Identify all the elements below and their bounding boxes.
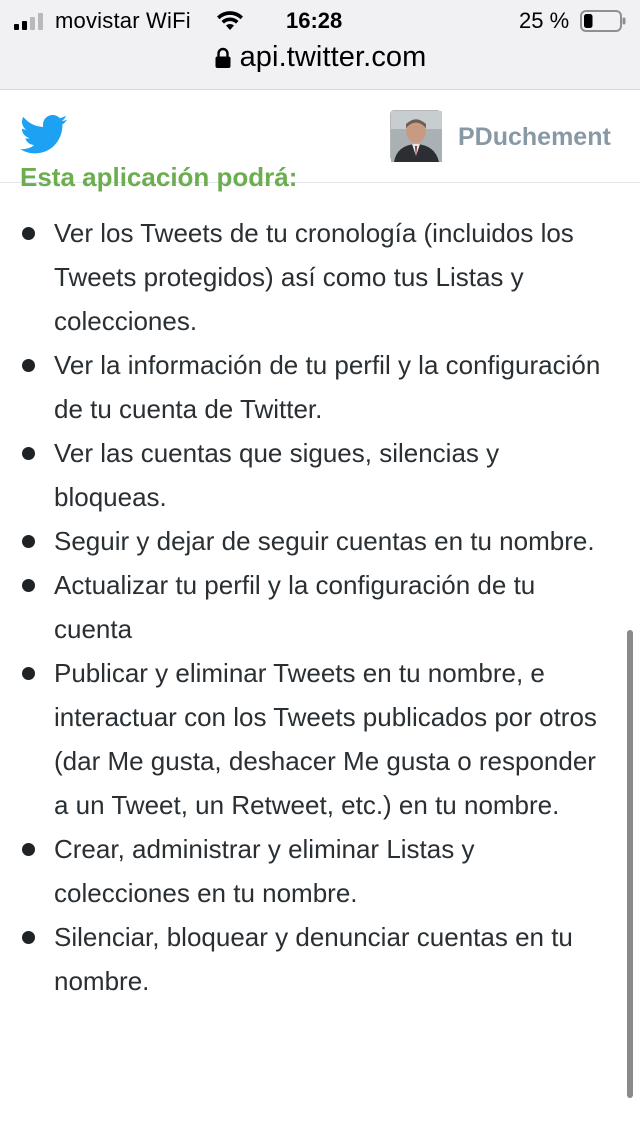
wifi-icon	[216, 9, 244, 31]
avatar[interactable]	[390, 110, 441, 161]
url-text: api.twitter.com	[239, 41, 427, 73]
bullet-icon	[22, 931, 35, 944]
signal-icon	[14, 12, 48, 30]
permission-text: Ver las cuentas que sigues, silencias y bloqueas.	[54, 438, 500, 512]
list-item	[0, 651, 620, 827]
list-item	[0, 563, 620, 651]
list-item	[0, 915, 620, 1003]
bullet-icon	[22, 843, 35, 856]
carrier-label: movistar WiFi	[55, 8, 191, 33]
bullet-icon	[22, 447, 35, 460]
permission-text: Crear, administrar y eliminar Listas y colecciones en tu nombre.	[54, 834, 475, 908]
list-item	[0, 519, 620, 563]
list-item	[0, 343, 620, 431]
permission-text: Seguir y dejar de seguir cuentas en tu nombre.	[54, 526, 595, 556]
permission-text: Publicar y eliminar Tweets en tu nombre, e interactuar con los Tweets publicados por otros (dar Me gusta, deshacer Me gusta o responder a un Tweet, un Retweet, etc.) en tu nombre.	[54, 658, 597, 820]
list-item	[0, 431, 620, 519]
permission-text: Ver los Tweets de tu cronología (incluidos los Tweets protegidos) así como tus Listas y colecciones.	[54, 218, 574, 336]
permission-text: Ver la información de tu perfil y la configuración de tu cuenta de Twitter.	[54, 350, 601, 424]
status-bar	[0, 0, 640, 40]
avatar-photo	[391, 111, 442, 162]
permission-text: Actualizar tu perfil y la configuración de tu cuenta	[54, 570, 536, 644]
battery-icon	[580, 10, 626, 32]
lock-icon	[214, 47, 232, 69]
scrollbar[interactable]	[627, 630, 633, 1098]
permissions-section	[0, 162, 640, 1136]
twitter-bird-icon[interactable]	[20, 115, 68, 155]
bullet-icon	[22, 227, 35, 240]
section-title: Esta aplicación podrá:	[20, 162, 298, 192]
address-bar[interactable]	[0, 40, 640, 80]
bullet-icon	[22, 667, 35, 680]
list-item	[0, 827, 620, 915]
status-time: 16:28	[286, 8, 343, 33]
bullet-icon	[22, 579, 35, 592]
bullet-icon	[22, 359, 35, 372]
browser-chrome	[0, 0, 640, 90]
list-item	[0, 211, 620, 343]
battery-percent: 25 %	[519, 8, 570, 33]
username[interactable]: PDuchement	[458, 123, 611, 151]
bullet-icon	[22, 535, 35, 548]
permissions-list	[0, 211, 620, 1003]
permission-text: Silenciar, bloquear y denunciar cuentas en tu nombre.	[54, 922, 573, 996]
